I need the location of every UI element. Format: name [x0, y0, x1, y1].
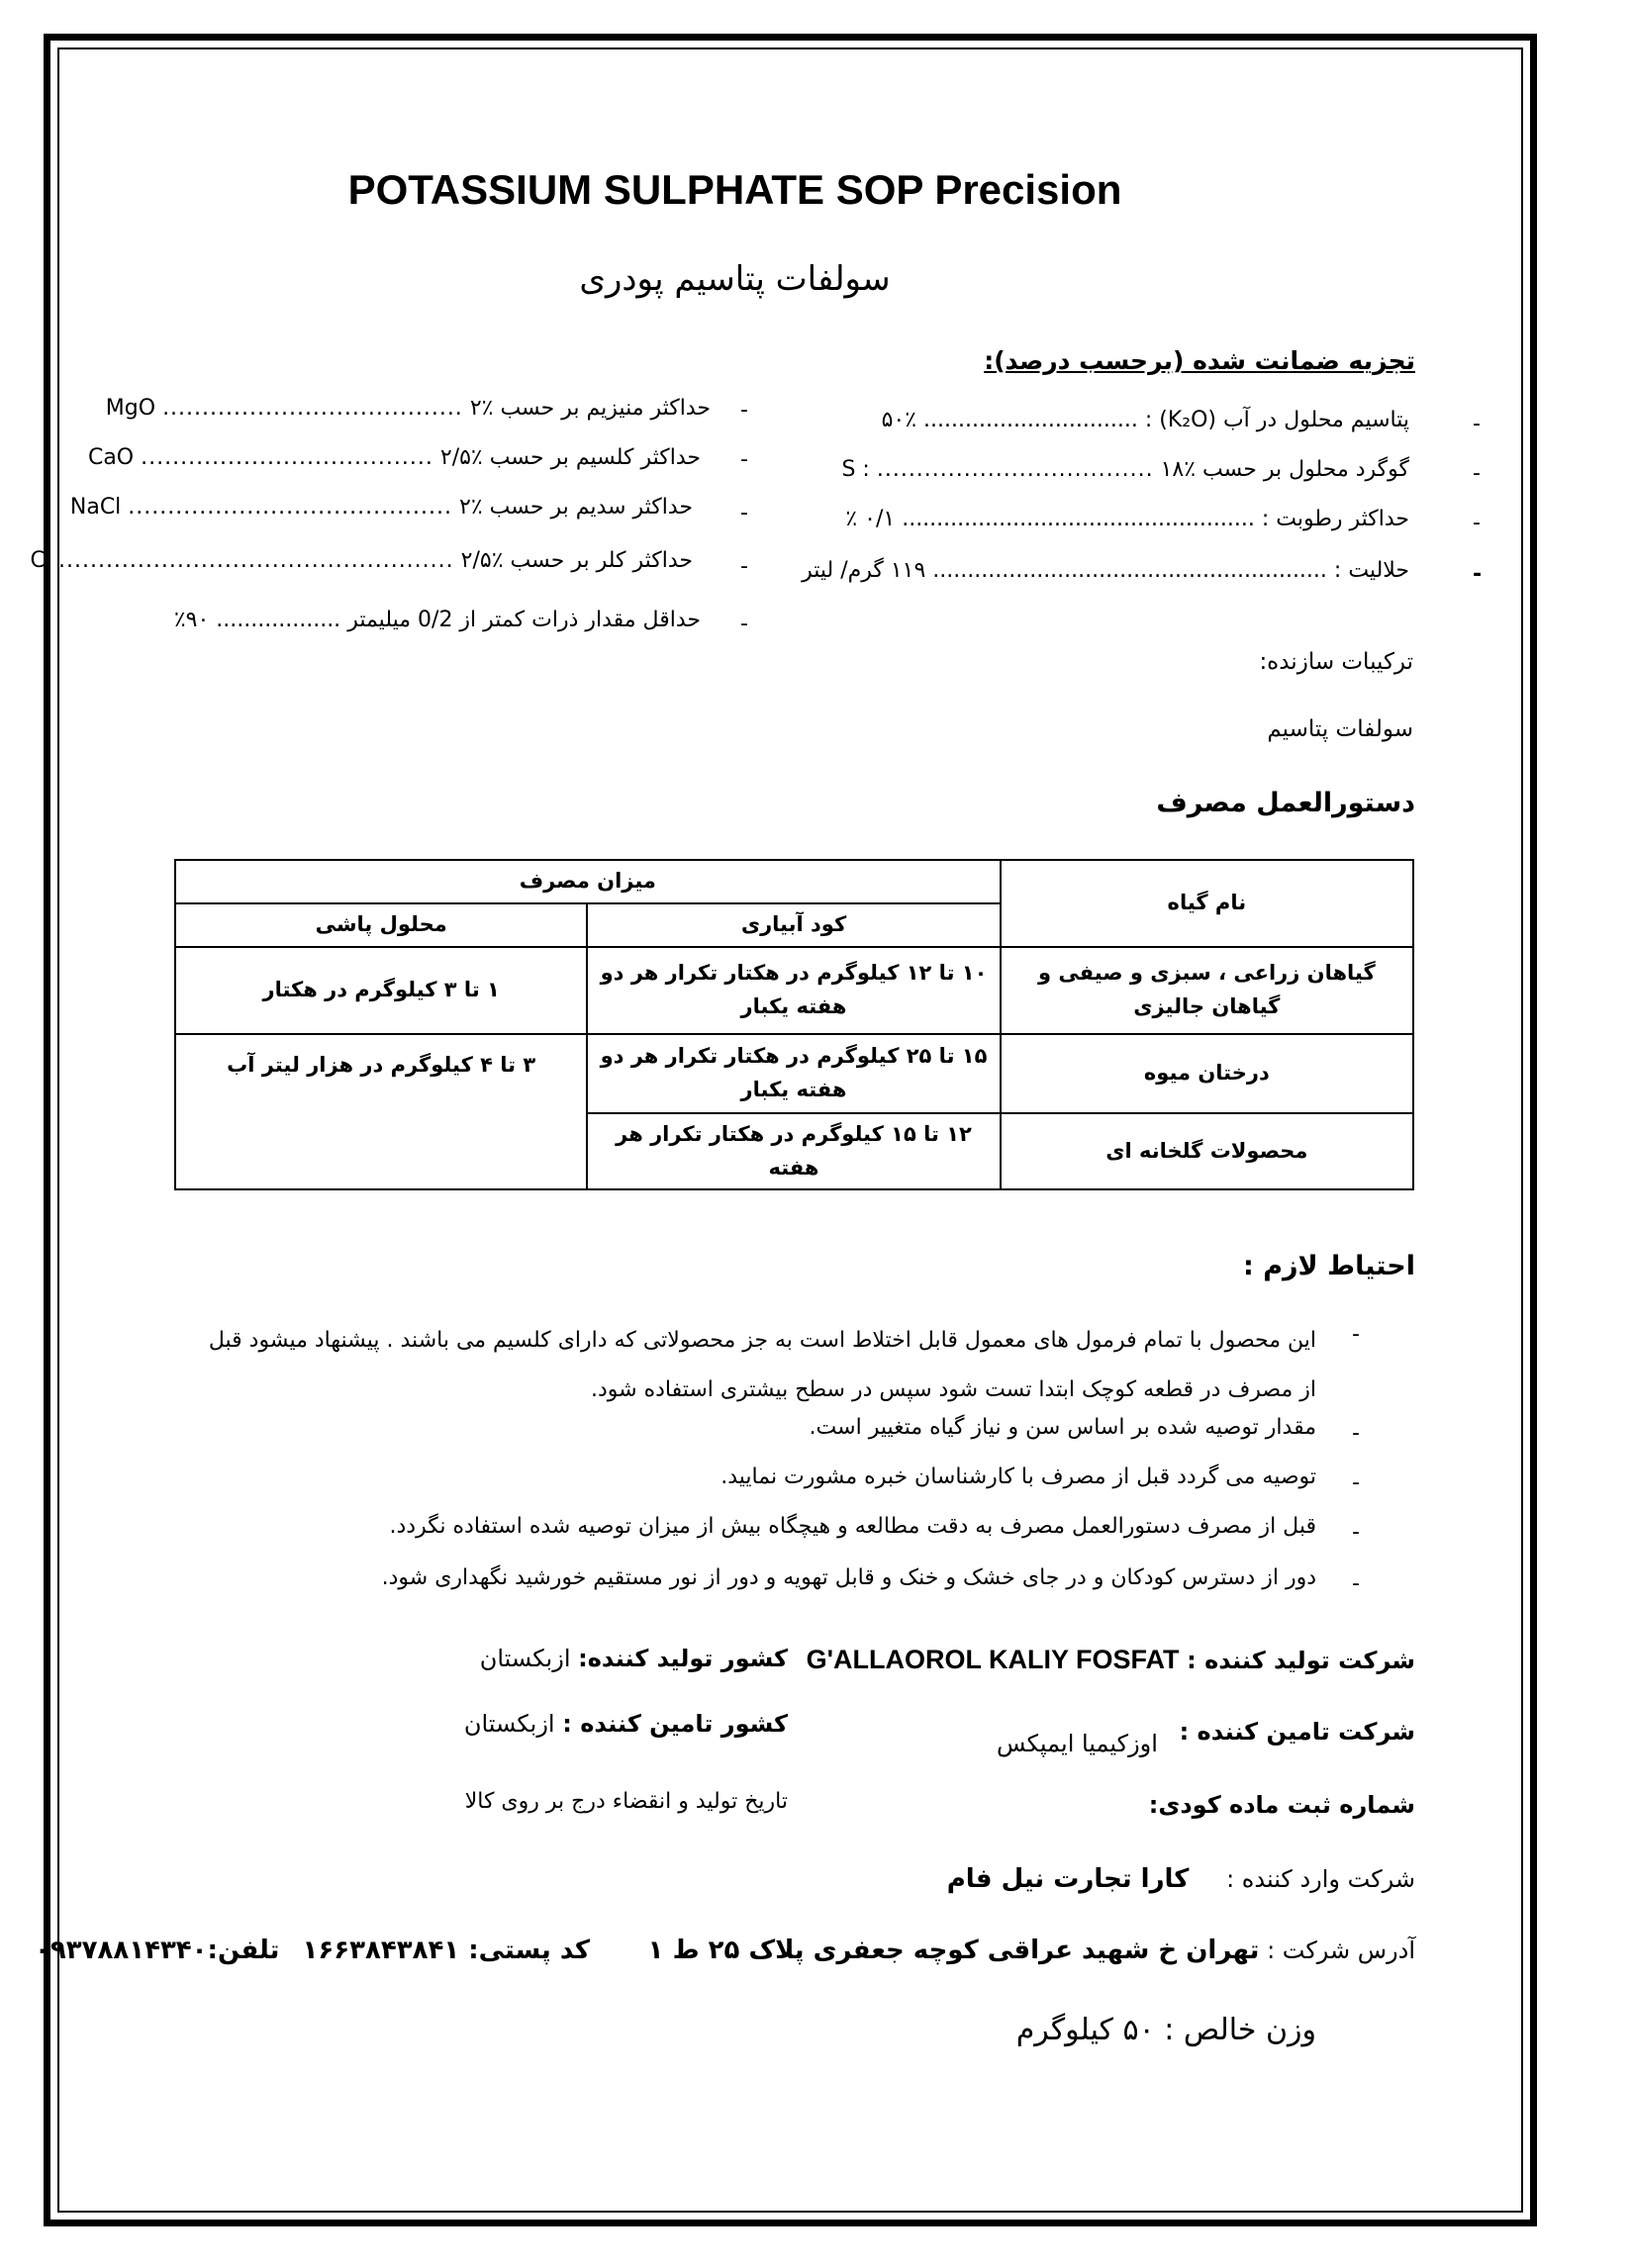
registration-number: شماره ثبت ماده کودی:: [1148, 1791, 1415, 1819]
composition-label: ترکیبات سازنده:: [1259, 649, 1413, 675]
dash-marker: -: [1473, 562, 1483, 587]
title-english: POTASSIUM SULPHATE SOP Precision: [347, 166, 1122, 213]
usage-table: [174, 859, 1414, 1190]
list-item: دور از دسترس کودکان و در جای خشک و خنک و قابل تهویه و دور از نور مستقیم خورشید نگهداری شود.: [381, 1565, 1316, 1590]
net-weight: وزن خالص : ۵۰ کیلوگرم: [1015, 2013, 1316, 2047]
dash-marker: -: [1352, 1470, 1360, 1495]
list-item: مقدار توصیه شده بر اساس سن و نیاز گیاه متغییر است.: [809, 1415, 1316, 1440]
spec-magnesium: حداکثر منیزیم بر حسب MgO ...................................... ۲٪: [105, 396, 711, 421]
dash-marker: -: [740, 554, 748, 579]
dash-marker: -: [1473, 511, 1481, 535]
table-row: [175, 947, 1413, 1034]
composition-value: سولفات پتاسیم: [1267, 716, 1413, 742]
contact: کد پستی: ۱۶۶۳۸۴۳۸۴۱ تلفن:۰۹۳۷۸۸۱۴۳۴۰: [34, 1936, 590, 1965]
precaution-heading: احتیاط لازم :: [1243, 1251, 1415, 1281]
cell-foliar: ۳ تا ۴ کیلوگرم در هزار لیتر آب: [175, 1034, 587, 1189]
cell-foliar: ۱ تا ۳ کیلوگرم در هکتار: [175, 947, 587, 1034]
spec-potassium: پتاسیم محلول در آب (K₂O) : ............................... ۵۰٪: [881, 408, 1409, 432]
cell-fertigation: ۱۰ تا ۱۲ کیلوگرم در هکتار تکرار هر دو هفته یکبار: [587, 947, 1000, 1034]
supplier-country: کشور تامین کننده : ازبکستان: [463, 1710, 788, 1738]
spec-sodium: حداکثر سدیم بر حسب NaCl ......................................... ۲٪: [69, 495, 693, 520]
cell-fertigation: ۱۵ تا ۲۵ کیلوگرم در هکتار تکرار هر دو هفته یکبار: [587, 1034, 1000, 1113]
table-row: [175, 1034, 1413, 1113]
spec-solubility: حلالیت : ......................................................... ۱۱۹ گرم/ لیتر: [802, 558, 1409, 583]
spec-moisture: حداکثر رطوبت : ................................................... ۰/۱ ٪: [845, 507, 1409, 531]
importer: شرکت وارد کننده : کارا تجارت نیل فام: [946, 1864, 1415, 1894]
list-item: توصیه می گردد قبل از مصرف با کارشناسان خبره مشورت نمایید.: [720, 1465, 1316, 1489]
title-persian: سولفات پتاسیم پودری: [579, 259, 891, 299]
header-plant-name: نام گیاه: [1001, 860, 1413, 947]
dash-marker: -: [1473, 412, 1481, 436]
usage-heading: دستورالعمل مصرف: [1156, 788, 1415, 818]
spec-chlorine: حداکثر کلر بر حسب Cl .................................................. ۲/۵٪: [30, 548, 693, 573]
dash-marker: -: [1352, 1322, 1360, 1347]
list-item: این محصول با تمام فرمول های معمول قابل اختلاط است به جز محصولاتی که دارای کلسیم می باشند . پیشنهاد میشود قبل از مصرف در قطعه کوچک ابتدا تست شود سپس در سطح بیشتری استفاده شود.: [208, 1328, 1316, 1402]
list-item: قبل از مصرف دستورالعمل مصرف به دقت مطالعه و هیچگاه بیش از میزان توصیه شده استفاده نگردد.: [389, 1514, 1316, 1539]
dash-marker: -: [1473, 461, 1481, 486]
date-note: تاریخ تولید و انقضاء درج بر روی کالا: [464, 1789, 788, 1814]
dash-marker: -: [740, 447, 748, 472]
producer-country: کشور تولید کننده: ازبکستان: [479, 1645, 788, 1672]
dash-marker: -: [1352, 1571, 1360, 1596]
dash-marker: -: [740, 501, 748, 525]
header-foliar: محلول پاشی: [175, 903, 587, 947]
header-dosage: میزان مصرف: [175, 860, 1001, 903]
dash-marker: -: [1352, 1421, 1360, 1446]
header-fertigation: کود آبیاری: [587, 903, 1000, 947]
cell-plant: درختان میوه: [1001, 1034, 1413, 1113]
address: آدرس شرکت : تهران خ شهید عراقی کوچه جعفری پلاک ۲۵ ط ۱: [647, 1936, 1415, 1965]
dash-marker: -: [740, 398, 748, 423]
supplier: شرکت تامین کننده : اوزکیمیا ایمپکس: [997, 1718, 1415, 1757]
spec-sulfur: گوگرد محلول بر حسب S : ................................... ۱۸٪: [841, 457, 1409, 482]
spec-particle-size: حداقل مقدار ذرات کمتر از 0/2 میلیمتر .................. ۹۰٪: [173, 608, 701, 632]
manufacturer: شرکت تولید کننده : G'ALLAOROL KALIY FOSFAT: [806, 1645, 1415, 1674]
cell-fertigation: ۱۲ تا ۱۵ کیلوگرم در هکتار تکرار هر هفته: [587, 1113, 1000, 1189]
spec-calcium: حداکثر کلسیم بر حسب CaO ..................................... ۲/۵٪: [87, 445, 701, 470]
cell-plant: محصولات گلخانه ای: [1001, 1113, 1413, 1189]
cell-plant: گیاهان زراعی ، سبزی و صیفی و گیاهان جالیزی: [1001, 947, 1413, 1034]
dash-marker: -: [1352, 1520, 1360, 1545]
dash-marker: -: [740, 612, 748, 636]
guaranteed-analysis-heading: تجزیه ضمانت شده (برحسب درصد):: [984, 346, 1415, 375]
